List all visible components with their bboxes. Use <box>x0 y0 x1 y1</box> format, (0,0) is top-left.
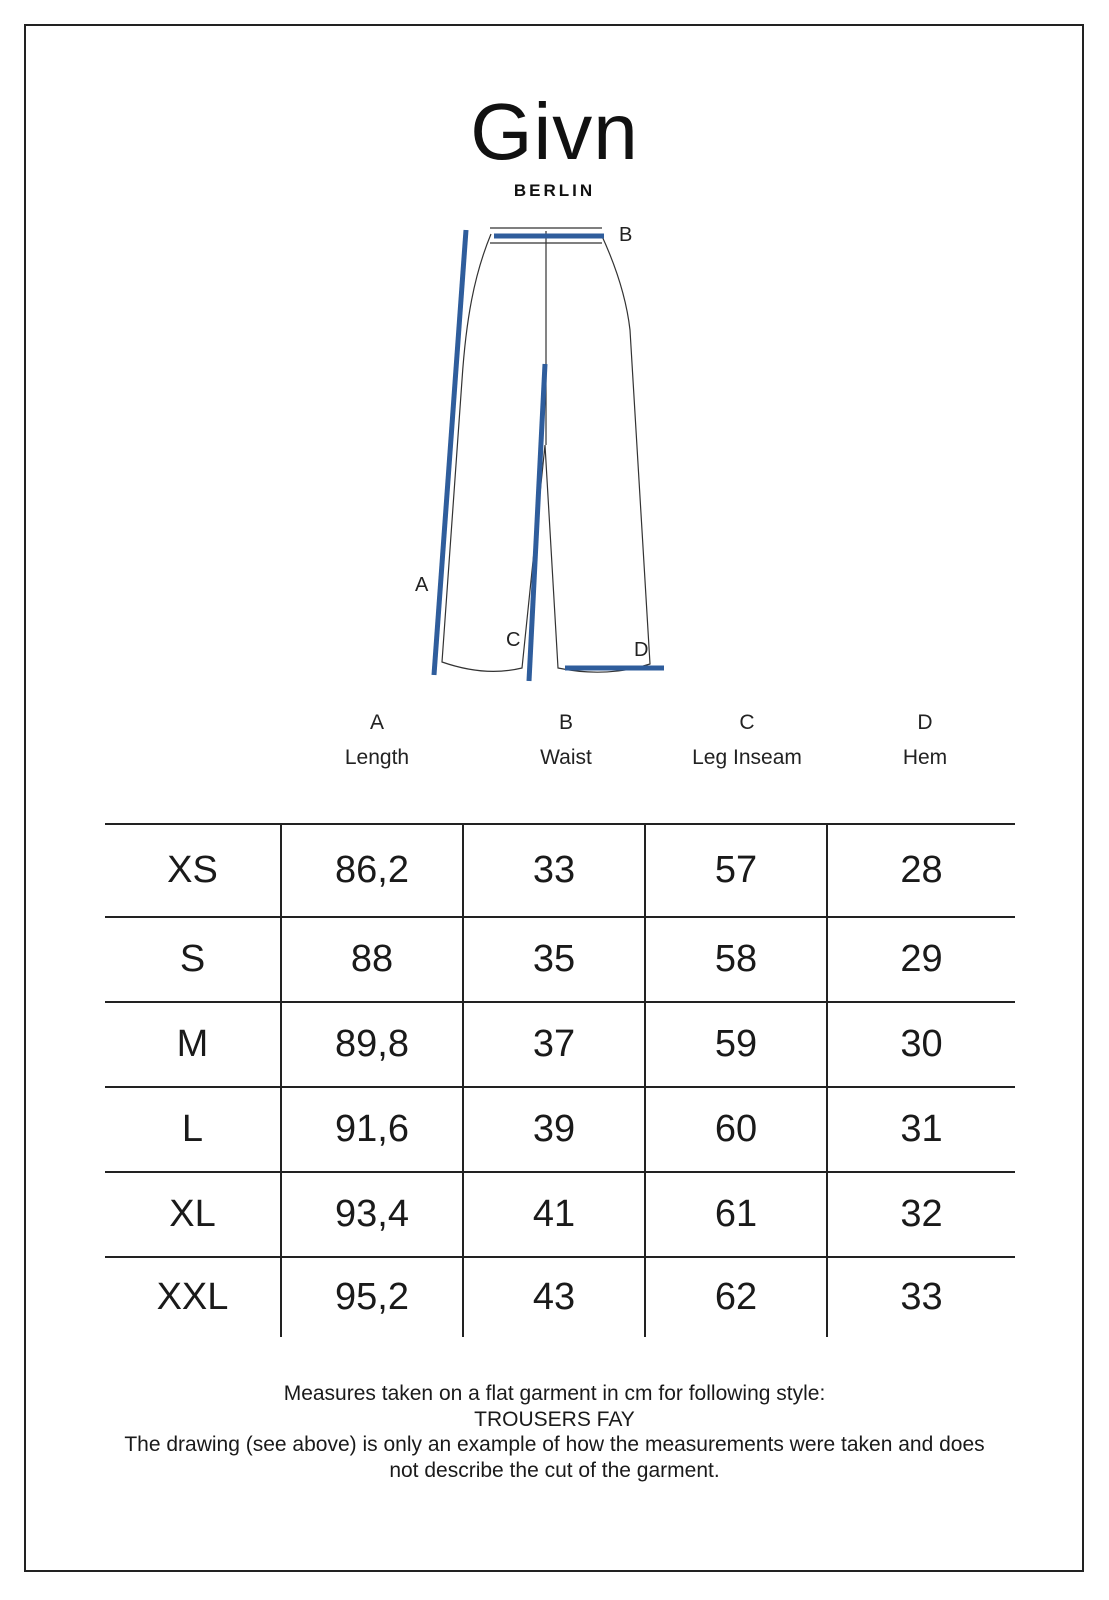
length-cell: 88 <box>281 917 463 1002</box>
col-d-name: Hem <box>902 746 948 769</box>
waist-cell: 35 <box>463 917 645 1002</box>
measurement-note <box>40 1381 1069 1483</box>
hem-cell: 31 <box>827 1087 1015 1172</box>
size-cell: L <box>105 1087 281 1172</box>
length-cell: 95,2 <box>281 1257 463 1337</box>
length-cell: 91,6 <box>281 1087 463 1172</box>
table-row <box>105 824 1015 917</box>
brand-logo: Givn <box>470 87 639 176</box>
length-measure-line <box>434 230 466 675</box>
size-cell: XL <box>105 1172 281 1257</box>
col-c-letter: C <box>739 711 755 734</box>
waist-cell: 39 <box>463 1087 645 1172</box>
trousers-diagram <box>0 0 1109 720</box>
waist-cell: 41 <box>463 1172 645 1257</box>
length-cell: 89,8 <box>281 1002 463 1087</box>
inseam-cell: 61 <box>645 1172 827 1257</box>
inseam-cell: 57 <box>645 824 827 917</box>
waist-cell: 37 <box>463 1002 645 1087</box>
col-a-name: Length <box>344 746 410 769</box>
table-row <box>105 1257 1015 1337</box>
hem-cell: 32 <box>827 1172 1015 1257</box>
col-c-name: Leg Inseam <box>692 746 802 769</box>
hem-cell: 33 <box>827 1257 1015 1337</box>
note-style-name: TROUSERS FAY <box>474 1407 635 1431</box>
note-line: The drawing (see above) is only an example of how the measurements were taken and does <box>124 1433 985 1456</box>
table-row <box>105 1172 1015 1257</box>
note-line: Measures taken on a flat garment in cm for following style: <box>283 1382 826 1405</box>
label-d: D <box>634 639 649 661</box>
waist-cell: 43 <box>463 1257 645 1337</box>
label-a: A <box>415 574 429 596</box>
size-cell: M <box>105 1002 281 1087</box>
brand-city: BERLIN <box>513 181 596 200</box>
table-row <box>105 1087 1015 1172</box>
col-b-name: Waist <box>540 746 592 769</box>
table-row <box>105 917 1015 1002</box>
hem-cell: 28 <box>827 824 1015 917</box>
size-table <box>105 823 1015 1337</box>
hem-cell: 29 <box>827 917 1015 1002</box>
size-cell: XS <box>105 824 281 917</box>
inseam-cell: 60 <box>645 1087 827 1172</box>
label-c: C <box>506 629 521 651</box>
size-cell: S <box>105 917 281 1002</box>
hem-cell: 30 <box>827 1002 1015 1087</box>
note-line: not describe the cut of the garment. <box>389 1458 720 1482</box>
col-b-letter: B <box>558 711 573 734</box>
col-a-letter: A <box>369 711 384 734</box>
label-b: B <box>619 224 633 246</box>
table-row <box>105 1002 1015 1087</box>
col-d-letter: D <box>917 711 933 734</box>
size-cell: XXL <box>156 1276 229 1318</box>
inseam-measure-line <box>529 364 545 681</box>
inseam-cell: 59 <box>645 1002 827 1087</box>
trousers-outline <box>442 228 650 672</box>
length-cell: 86,2 <box>281 824 463 917</box>
inseam-cell: 62 <box>645 1257 827 1337</box>
inseam-cell: 58 <box>645 917 827 1002</box>
waist-cell: 33 <box>463 824 645 917</box>
measure-lines <box>434 230 664 681</box>
length-cell: 93,4 <box>281 1172 463 1257</box>
